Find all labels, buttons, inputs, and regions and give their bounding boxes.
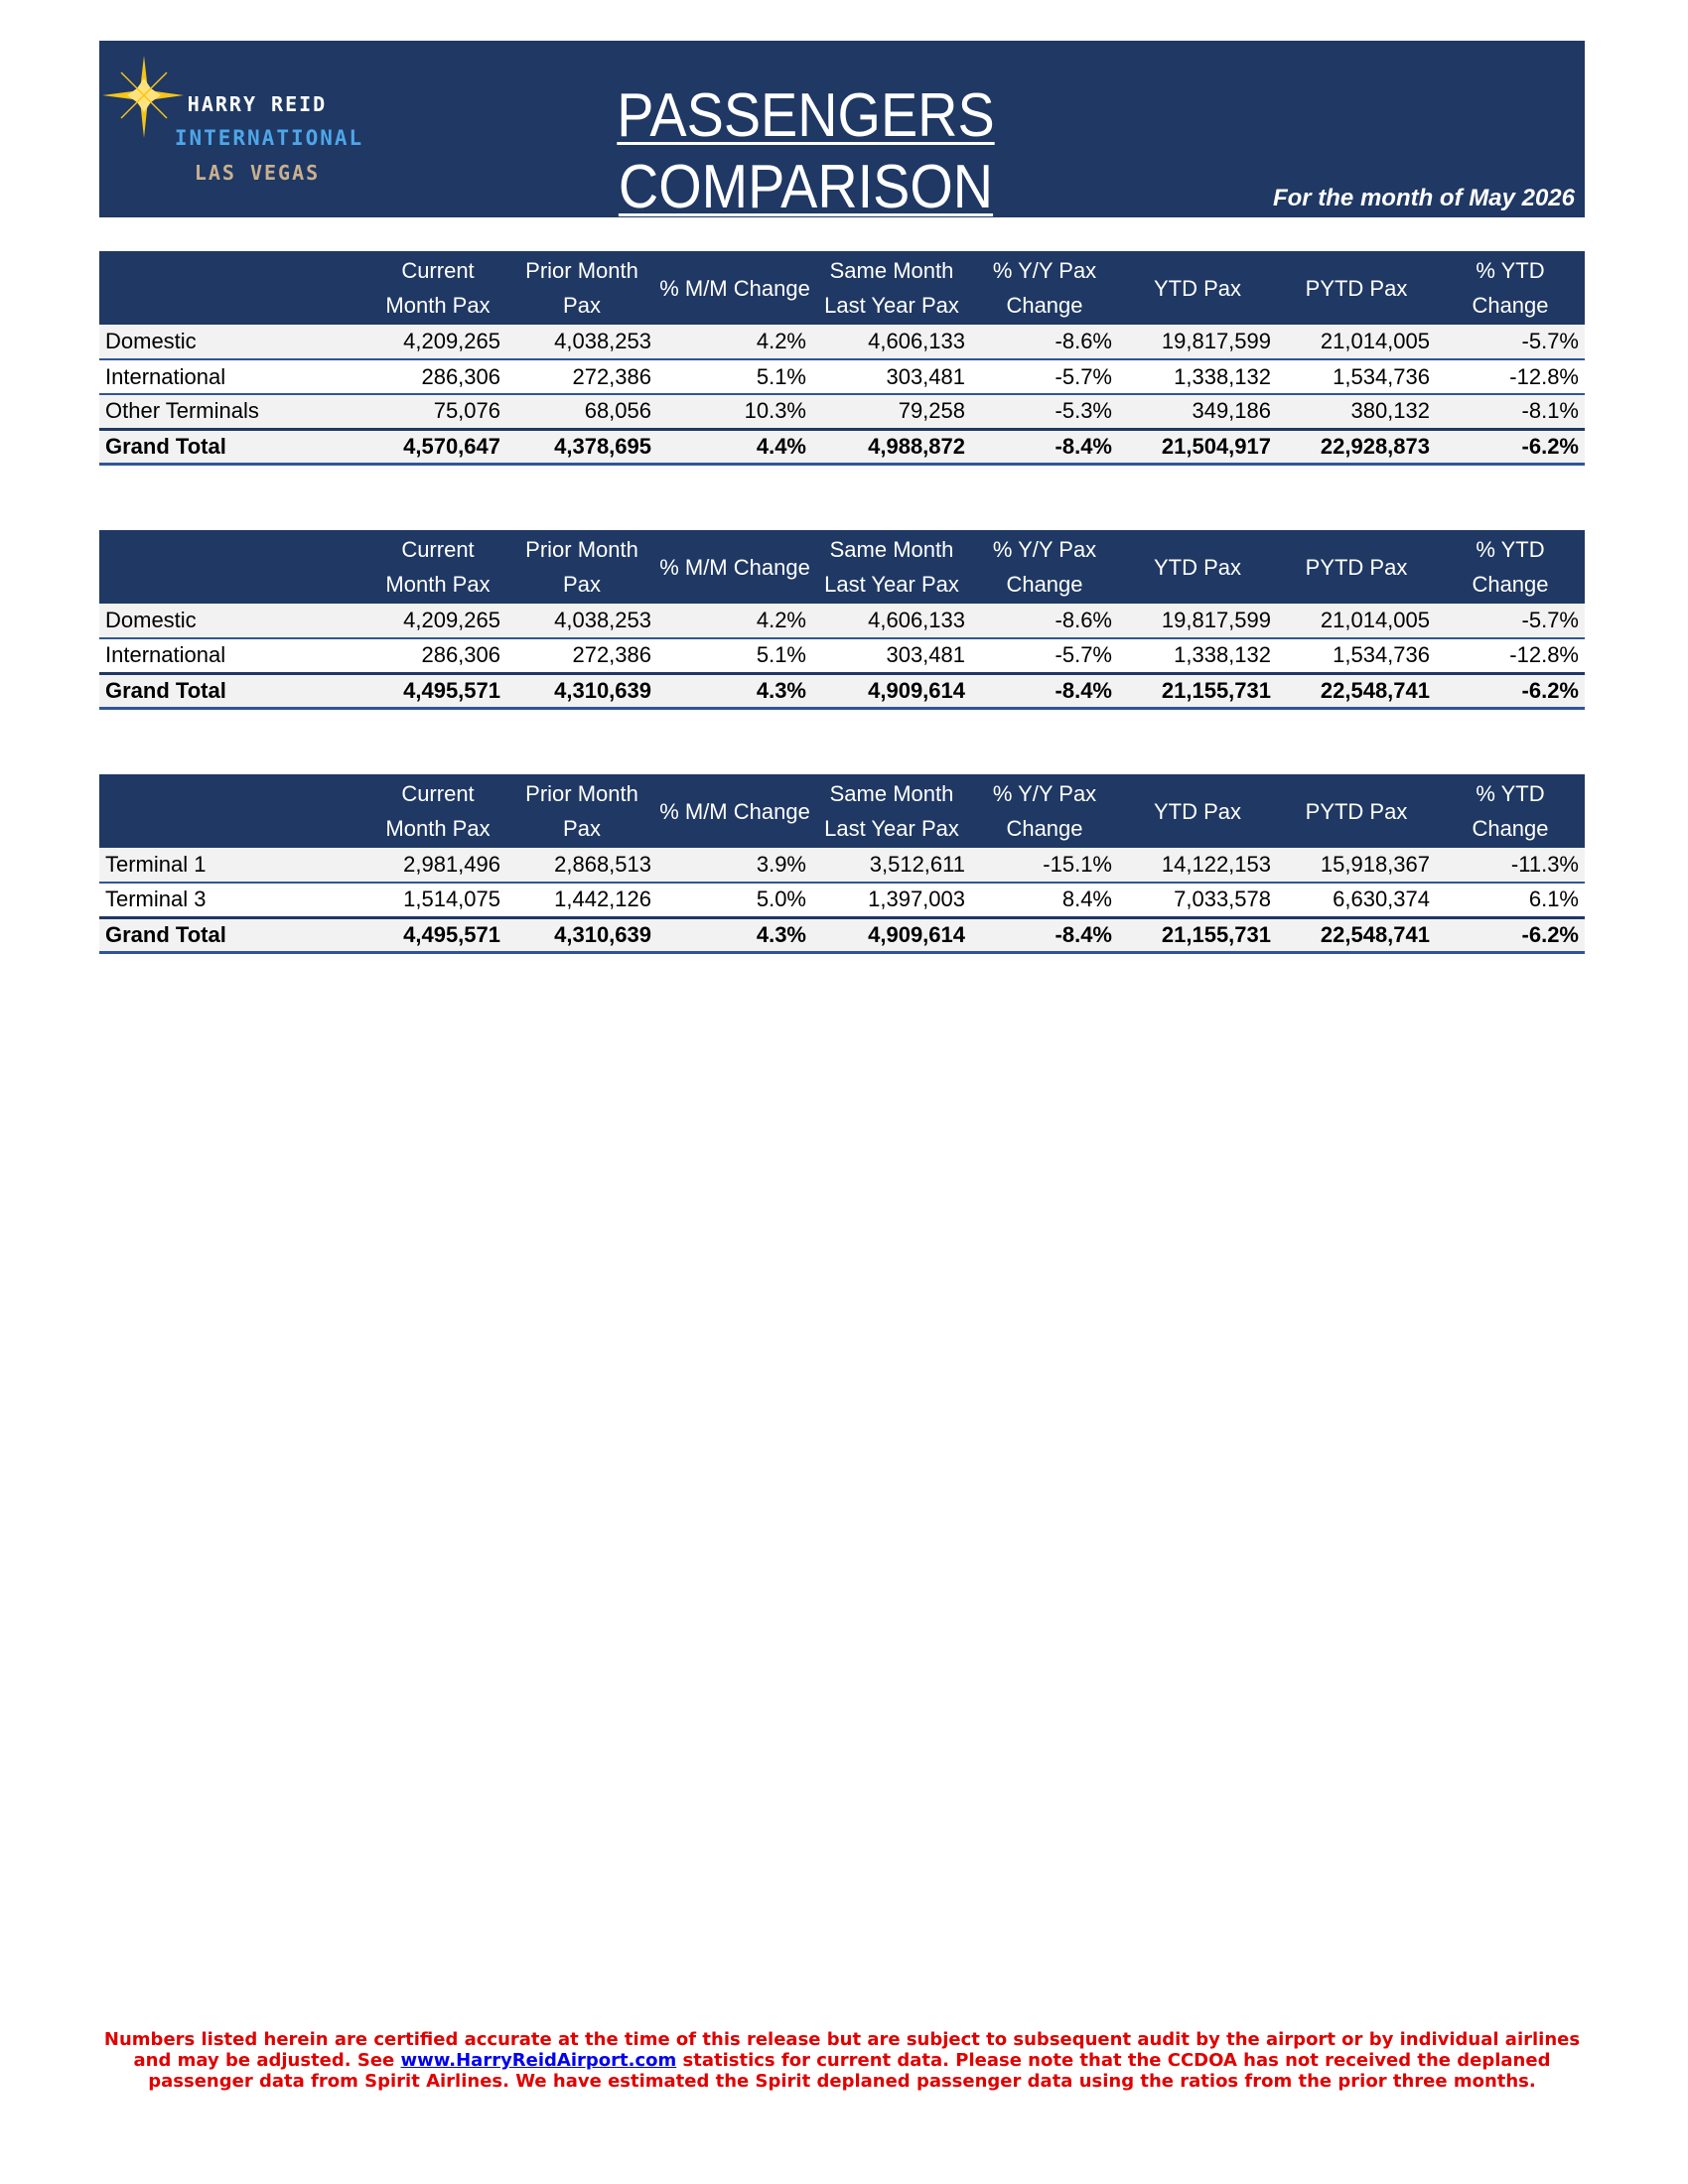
passengers-table-by-terminal (99, 774, 1585, 954)
column-header-current-month-pax: Current Month Pax (369, 251, 506, 325)
cell-mm-change: 4.2% (657, 325, 812, 359)
cell-ytd-change: -11.3% (1436, 848, 1585, 883)
column-header-ytd-pax: YTD Pax (1118, 530, 1277, 604)
table-row (99, 638, 1585, 673)
disclaimer-text-2: statistics for current data. Please note that the CCDOA has not received the deplaned passenger data from Spirit Airlines. We have estimated the Spirit deplaned passenger data using the ratios from the prior three months. (148, 2050, 1551, 2092)
total-prior-month-pax: 4,310,639 (506, 673, 657, 708)
logo-line-1: HARRY REID (187, 92, 328, 116)
total-pytd-pax: 22,928,873 (1277, 429, 1436, 464)
column-header-same-month-last-year-pax: Same Month Last Year Pax (812, 774, 971, 848)
passengers-table-by-type (99, 251, 1585, 466)
cell-row-label: Domestic (99, 604, 369, 638)
cell-ytd-pax: 1,338,132 (1118, 638, 1277, 673)
cell-prior-month-pax: 272,386 (506, 359, 657, 394)
cell-current-month-pax: 4,209,265 (369, 604, 506, 638)
cell-row-label: Other Terminals (99, 394, 369, 429)
cell-current-month-pax: 2,981,496 (369, 848, 506, 883)
total-yy-pax-change: -8.4% (971, 673, 1118, 708)
total-mm-change: 4.3% (657, 917, 812, 952)
cell-mm-change: 5.0% (657, 883, 812, 917)
total-pytd-pax: 22,548,741 (1277, 917, 1436, 952)
column-header-pytd-pax: PYTD Pax (1277, 251, 1436, 325)
column-header-pytd-pax: PYTD Pax (1277, 774, 1436, 848)
table-row (99, 883, 1585, 917)
cell-pytd-pax: 1,534,736 (1277, 638, 1436, 673)
cell-ytd-pax: 19,817,599 (1118, 325, 1277, 359)
cell-ytd-change: -5.7% (1436, 325, 1585, 359)
cell-prior-month-pax: 4,038,253 (506, 325, 657, 359)
total-row-label: Grand Total (99, 917, 369, 952)
column-header-ytd-pax: YTD Pax (1118, 251, 1277, 325)
total-ytd-pax: 21,504,917 (1118, 429, 1277, 464)
table-row (99, 604, 1585, 638)
cell-yy-pax-change: -15.1% (971, 848, 1118, 883)
cell-yy-pax-change: 8.4% (971, 883, 1118, 917)
cell-prior-month-pax: 4,038,253 (506, 604, 657, 638)
cell-same-month-last-year-pax: 3,512,611 (812, 848, 971, 883)
table-row (99, 325, 1585, 359)
column-header-pytd-pax: PYTD Pax (1277, 530, 1436, 604)
table-header-row (99, 530, 1585, 604)
column-header-prior-month-pax: Prior Month Pax (506, 530, 657, 604)
cell-mm-change: 5.1% (657, 359, 812, 394)
total-pytd-pax: 22,548,741 (1277, 673, 1436, 708)
cell-mm-change: 4.2% (657, 604, 812, 638)
cell-ytd-change: -12.8% (1436, 359, 1585, 394)
cell-current-month-pax: 286,306 (369, 359, 506, 394)
cell-mm-change: 5.1% (657, 638, 812, 673)
cell-mm-change: 10.3% (657, 394, 812, 429)
column-header-ytd-change: % YTD Change (1436, 251, 1585, 325)
total-current-month-pax: 4,570,647 (369, 429, 506, 464)
total-ytd-change: -6.2% (1436, 429, 1585, 464)
column-header-row-label (99, 251, 369, 325)
total-yy-pax-change: -8.4% (971, 917, 1118, 952)
total-same-month-last-year-pax: 4,909,614 (812, 917, 971, 952)
table-row (99, 359, 1585, 394)
grand-total-row (99, 673, 1585, 708)
total-mm-change: 4.3% (657, 673, 812, 708)
cell-row-label: Domestic (99, 325, 369, 359)
cell-ytd-pax: 19,817,599 (1118, 604, 1277, 638)
cell-prior-month-pax: 2,868,513 (506, 848, 657, 883)
passengers-table-dom-intl (99, 530, 1585, 710)
cell-row-label: International (99, 638, 369, 673)
column-header-yy-pax-change: % Y/Y Pax Change (971, 530, 1118, 604)
total-row-label: Grand Total (99, 429, 369, 464)
cell-ytd-pax: 14,122,153 (1118, 848, 1277, 883)
cell-current-month-pax: 286,306 (369, 638, 506, 673)
total-mm-change: 4.4% (657, 429, 812, 464)
cell-prior-month-pax: 272,386 (506, 638, 657, 673)
column-header-row-label (99, 774, 369, 848)
column-header-same-month-last-year-pax: Same Month Last Year Pax (812, 251, 971, 325)
cell-yy-pax-change: -8.6% (971, 325, 1118, 359)
total-current-month-pax: 4,495,571 (369, 917, 506, 952)
total-ytd-pax: 21,155,731 (1118, 673, 1277, 708)
total-row-label: Grand Total (99, 673, 369, 708)
total-ytd-change: -6.2% (1436, 917, 1585, 952)
cell-mm-change: 3.9% (657, 848, 812, 883)
cell-ytd-pax: 1,338,132 (1118, 359, 1277, 394)
table-header-row (99, 774, 1585, 848)
cell-ytd-pax: 349,186 (1118, 394, 1277, 429)
report-period: For the month of May 2026 (1272, 185, 1575, 211)
grand-total-row (99, 917, 1585, 952)
cell-pytd-pax: 1,534,736 (1277, 359, 1436, 394)
cell-ytd-change: -8.1% (1436, 394, 1585, 429)
total-same-month-last-year-pax: 4,909,614 (812, 673, 971, 708)
cell-same-month-last-year-pax: 1,397,003 (812, 883, 971, 917)
cell-current-month-pax: 75,076 (369, 394, 506, 429)
report-header (99, 41, 1585, 221)
total-current-month-pax: 4,495,571 (369, 673, 506, 708)
table-row (99, 848, 1585, 883)
cell-current-month-pax: 1,514,075 (369, 883, 506, 917)
disclaimer-text-1: Numbers listed herein are certified accurate at the time of this release but are subject to subsequent audit by the airport or by individual airlines and may be adjusted. See (103, 2029, 1581, 2071)
page-title: PASSENGERS COMPARISON (617, 81, 995, 221)
total-prior-month-pax: 4,378,695 (506, 429, 657, 464)
cell-yy-pax-change: -5.3% (971, 394, 1118, 429)
column-header-ytd-pax: YTD Pax (1118, 774, 1277, 848)
cell-yy-pax-change: -5.7% (971, 638, 1118, 673)
total-yy-pax-change: -8.4% (971, 429, 1118, 464)
cell-pytd-pax: 21,014,005 (1277, 325, 1436, 359)
column-header-prior-month-pax: Prior Month Pax (506, 774, 657, 848)
cell-row-label: Terminal 3 (99, 883, 369, 917)
cell-pytd-pax: 15,918,367 (1277, 848, 1436, 883)
cell-yy-pax-change: -5.7% (971, 359, 1118, 394)
total-prior-month-pax: 4,310,639 (506, 917, 657, 952)
cell-ytd-pax: 7,033,578 (1118, 883, 1277, 917)
table-row (99, 394, 1585, 429)
cell-ytd-change: -5.7% (1436, 604, 1585, 638)
cell-same-month-last-year-pax: 4,606,133 (812, 604, 971, 638)
cell-same-month-last-year-pax: 303,481 (812, 359, 971, 394)
column-header-current-month-pax: Current Month Pax (369, 774, 506, 848)
column-header-mm-change: % M/M Change (657, 251, 812, 325)
logo-line-3: LAS VEGAS (194, 161, 321, 185)
cell-ytd-change: 6.1% (1436, 883, 1585, 917)
column-header-yy-pax-change: % Y/Y Pax Change (971, 774, 1118, 848)
disclaimer-note (99, 2029, 1585, 2092)
logo-line-2: INTERNATIONAL (174, 126, 364, 150)
grand-total-row (99, 429, 1585, 464)
cell-row-label: Terminal 1 (99, 848, 369, 883)
cell-prior-month-pax: 1,442,126 (506, 883, 657, 917)
airport-logo (99, 41, 397, 217)
cell-pytd-pax: 6,630,374 (1277, 883, 1436, 917)
total-ytd-pax: 21,155,731 (1118, 917, 1277, 952)
table-header-row (99, 251, 1585, 325)
column-header-mm-change: % M/M Change (657, 530, 812, 604)
column-header-ytd-change: % YTD Change (1436, 530, 1585, 604)
cell-pytd-pax: 21,014,005 (1277, 604, 1436, 638)
cell-pytd-pax: 380,132 (1277, 394, 1436, 429)
cell-prior-month-pax: 68,056 (506, 394, 657, 429)
airport-website-link[interactable]: www.HarryReidAirport.com (400, 2050, 677, 2071)
column-header-current-month-pax: Current Month Pax (369, 530, 506, 604)
column-header-ytd-change: % YTD Change (1436, 774, 1585, 848)
column-header-same-month-last-year-pax: Same Month Last Year Pax (812, 530, 971, 604)
column-header-prior-month-pax: Prior Month Pax (506, 251, 657, 325)
cell-ytd-change: -12.8% (1436, 638, 1585, 673)
column-header-mm-change: % M/M Change (657, 774, 812, 848)
cell-current-month-pax: 4,209,265 (369, 325, 506, 359)
cell-yy-pax-change: -8.6% (971, 604, 1118, 638)
cell-row-label: International (99, 359, 369, 394)
cell-same-month-last-year-pax: 303,481 (812, 638, 971, 673)
cell-same-month-last-year-pax: 79,258 (812, 394, 971, 429)
cell-same-month-last-year-pax: 4,606,133 (812, 325, 971, 359)
column-header-row-label (99, 530, 369, 604)
total-ytd-change: -6.2% (1436, 673, 1585, 708)
total-same-month-last-year-pax: 4,988,872 (812, 429, 971, 464)
column-header-yy-pax-change: % Y/Y Pax Change (971, 251, 1118, 325)
